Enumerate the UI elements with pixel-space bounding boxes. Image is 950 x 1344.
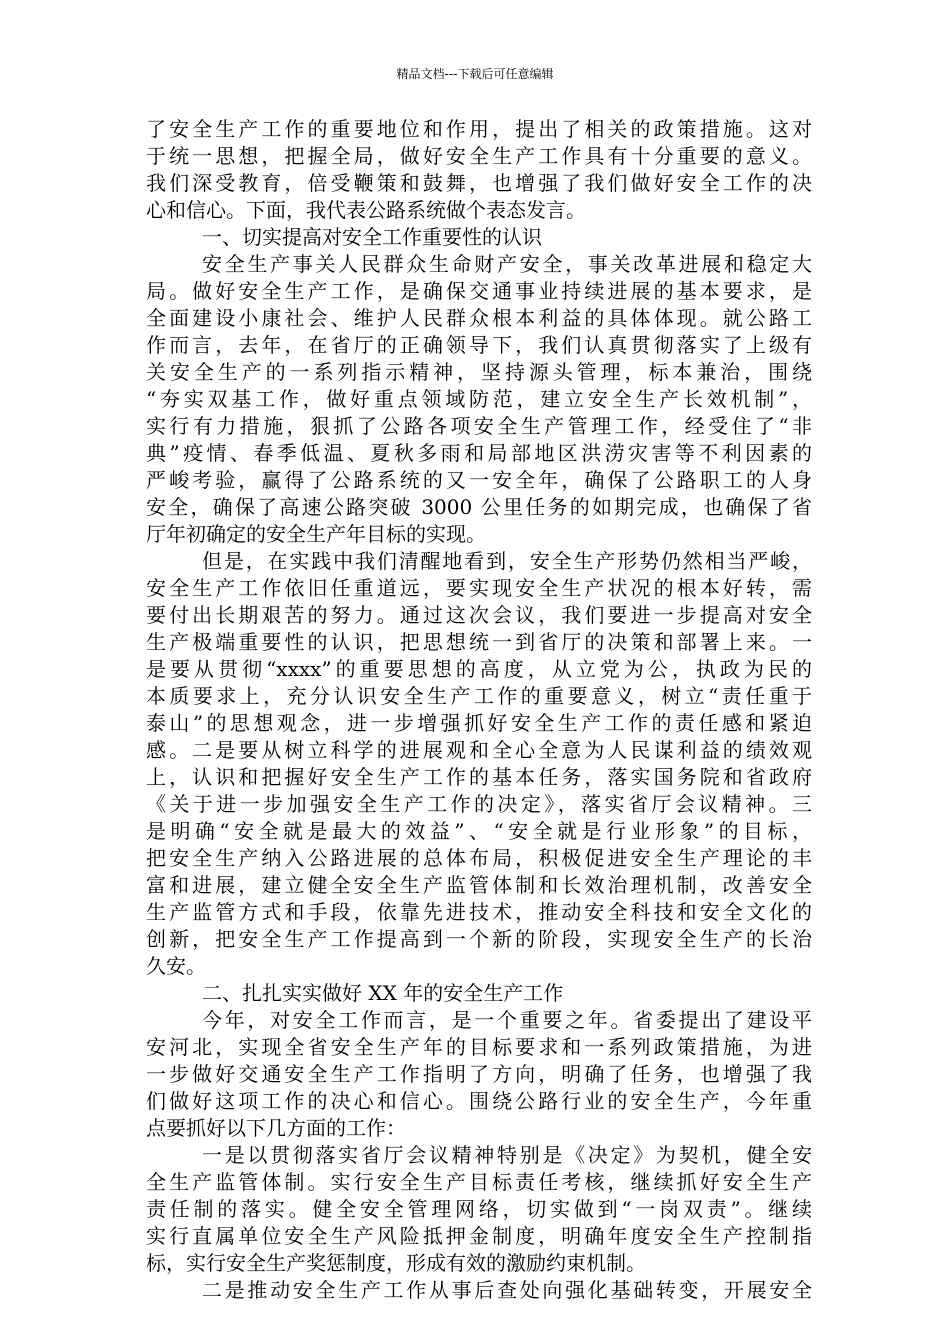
text-line: 典”疫情、春季低温、夏秋多雨和局部地区洪涝灾害等不利因素的 xyxy=(146,441,812,465)
text-line: 创新，把安全生产工作提高到一个新的阶段，实现安全生产的长治 xyxy=(146,927,812,951)
text-line: 泰山”的思想观念，进一步增强抓好安全生产工作的责任感和紧迫 xyxy=(146,711,812,735)
text-line: 把安全生产纳入公路进展的总体布局，积极促进安全生产理论的丰 xyxy=(146,846,812,870)
text-line: 《关于进一步加强安全生产工作的决定》，落实省厅会议精神。三 xyxy=(146,792,812,816)
text-line: 安河北，实现全省安全生产年的目标要求和一系列政策措施，为进 xyxy=(146,1035,812,1059)
text-line: 是明确“安全就是最大的效益”、“安全就是行业形象”的目标， xyxy=(146,819,812,843)
text-line: 标，实行安全生产奖惩制度，形成有效的激励约束机制。 xyxy=(146,1251,646,1275)
text-line: 责任制的落实。健全安全管理网络，切实做到“一岗双责”。继续 xyxy=(146,1197,812,1221)
text-line: 局。做好安全生产工作，是确保交通事业持续进展的基本要求，是 xyxy=(146,279,812,303)
text-line: 一是以贯彻落实省厅会议精神特别是《决定》为契机，健全安 xyxy=(202,1143,812,1167)
text-line: 心和信心。下面，我代表公路系统做个表态发言。 xyxy=(146,198,586,222)
text-line: 我们深受教育，倍受鞭策和鼓舞，也增强了我们做好安全工作的决 xyxy=(146,171,812,195)
text-line: 全面建设小康社会、维护人民群众根本利益的具体体现。就公路工 xyxy=(146,306,812,330)
text-line: 本质要求上，充分认识安全生产工作的重要意义，树立“责任重于 xyxy=(146,684,812,708)
page-header: 精品文档---下载后可任意编辑 xyxy=(396,67,554,81)
text-line: 安全，确保了高速公路突破 3000 公里任务的如期完成，也确保了省 xyxy=(146,495,812,519)
text-line: 一步做好交通安全生产工作指明了方向，明确了任务，也增强了我 xyxy=(146,1062,812,1086)
section-heading: 一、切实提高对安全工作重要性的认识 xyxy=(202,225,542,249)
text-line: 全生产监管体制。实行安全生产目标责任考核，继续抓好安全生产 xyxy=(146,1170,812,1194)
text-line: 于统一思想，把握全局，做好安全生产工作具有十分重要的意义。 xyxy=(146,144,812,168)
text-line: 是要从贯彻“xxxx”的重要思想的高度，从立党为公，执政为民的 xyxy=(146,657,812,681)
text-line: 实行直属单位安全生产风险抵押金制度，明确年度安全生产控制指 xyxy=(146,1224,812,1248)
text-line: 生产极端重要性的认识，把思想统一到省厅的决策和部署上来。一 xyxy=(146,630,812,654)
text-line: 要付出长期艰苦的努力。通过这次会议，我们要进一步提高对安全 xyxy=(146,603,812,627)
text-line: “夯实双基工作，做好重点领域防范，建立安全生产长效机制”， xyxy=(146,387,812,411)
text-line: 生产监管方式和手段，依靠先进技术，推动安全科技和安全文化的 xyxy=(146,900,812,924)
text-line: 了安全生产工作的重要地位和作用，提出了相关的政策措施。这对 xyxy=(146,117,812,141)
text-line: 久安。 xyxy=(146,954,206,978)
text-line: 严峻考验，赢得了公路系统的又一安全年，确保了公路职工的人身 xyxy=(146,468,812,492)
document-body xyxy=(146,116,812,1304)
text-line: 实行有力措施，狠抓了公路各项安全生产管理工作，经受住了“非 xyxy=(146,414,812,438)
section-heading: 二、扎扎实实做好 XX 年的安全生产工作 xyxy=(202,981,564,1005)
text-line: 安全生产工作依旧任重道远，要实现安全生产状况的根本好转，需 xyxy=(146,576,812,600)
text-line: 安全生产事关人民群众生命财产安全，事关改革进展和稳定大 xyxy=(202,252,812,276)
text-line: 但是，在实践中我们清醒地看到，安全生产形势仍然相当严峻， xyxy=(202,549,812,573)
text-line: 上，认识和把握好安全生产工作的基本任务，落实国务院和省政府 xyxy=(146,765,812,789)
text-line: 二是推动安全生产工作从事后查处向强化基础转变，开展安全 xyxy=(202,1278,812,1302)
text-line: 作而言，去年，在省厅的正确领导下，我们认真贯彻落实了上级有 xyxy=(146,333,812,357)
text-line: 厅年初确定的安全生产年目标的实现。 xyxy=(146,522,486,546)
text-line: 们做好这项工作的决心和信心。围绕公路行业的安全生产，今年重 xyxy=(146,1089,812,1113)
text-line: 富和进展，建立健全安全生产监管体制和长效治理机制，改善安全 xyxy=(146,873,812,897)
text-line: 关安全生产的一系列指示精神，坚持源头管理，标本兼治，围绕 xyxy=(146,360,812,384)
text-line: 点要抓好以下几方面的工作： xyxy=(146,1116,406,1140)
text-line: 感。二是要从树立科学的进展观和全心全意为人民谋利益的绩效观 xyxy=(146,738,812,762)
text-line: 今年，对安全工作而言，是一个重要之年。省委提出了建设平 xyxy=(202,1008,812,1032)
